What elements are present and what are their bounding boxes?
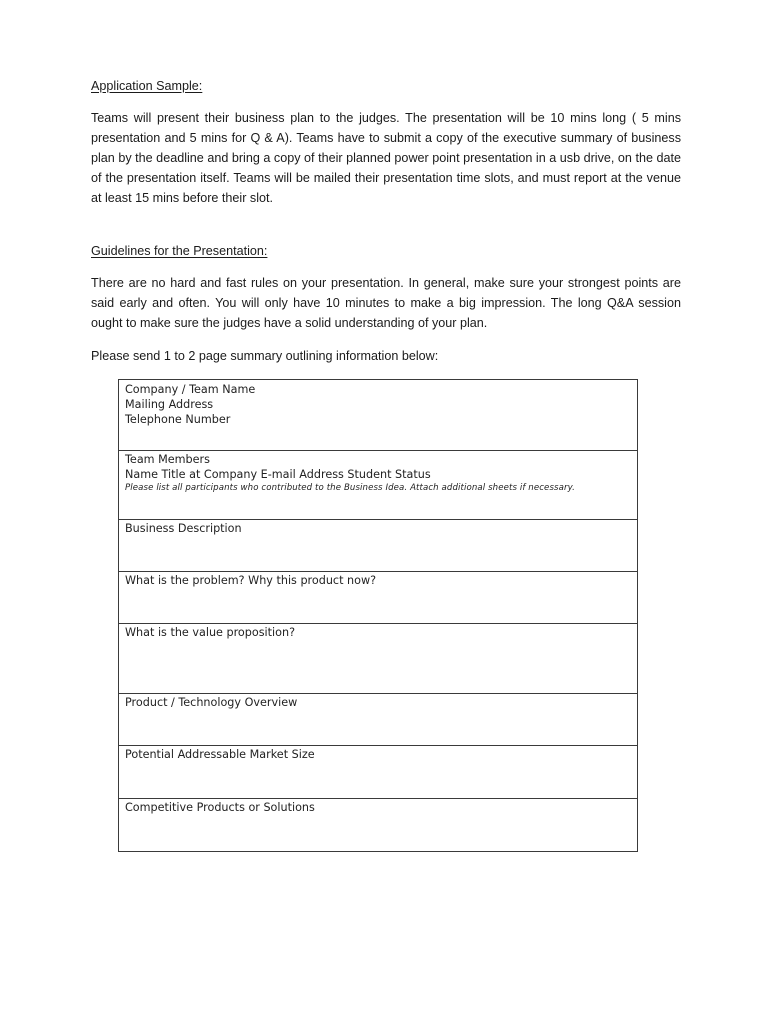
guidelines-paragraph: There are no hard and fast rules on your presentation. In general, make sure your strongest points are said early and often. You will only have 10 minutes to make a big impression. The long Q&A session ought to make sure the judges have a solid understanding of your plan. [91, 276, 681, 331]
application-sample-paragraph: Teams will present their business plan to the judges. The presentation will be 10 mins long ( 5 mins presentation and 5 mins for Q & A). Teams have to submit a copy of the executive summary of business plan by the deadline and bring a copy of their planned power point presentation in a usb drive, on the date of the presentation itself. Teams will be mailed their presentation time slots, and must report at the venue at least 15 mins before their slot. [91, 111, 681, 206]
product-overview-row [119, 693, 637, 745]
team-members-note: Please list all participants who contributed to the Business Idea. Attach additional sheets if necessary. [125, 483, 575, 493]
value-proposition-row [119, 623, 637, 693]
market-size-row [119, 745, 637, 798]
application-sample-heading: Application Sample: [91, 79, 203, 93]
competitive-products-row [119, 798, 637, 851]
company-team-name-label: Company / Team Name [125, 383, 256, 396]
telephone-number-label: Telephone Number [125, 413, 231, 426]
instruction-text: Please send 1 to 2 page summary outlining information below: [91, 349, 439, 363]
product-overview-label: Product / Technology Overview [125, 696, 298, 709]
mailing-address-label: Mailing Address [125, 398, 214, 411]
team-member-columns-label: Name Title at Company E-mail Address Student Status [125, 468, 431, 481]
business-description-row [119, 519, 637, 571]
summary-form-table [118, 379, 638, 852]
competitive-products-label: Competitive Products or Solutions [125, 801, 315, 814]
market-size-label: Potential Addressable Market Size [125, 748, 315, 761]
guidelines-heading: Guidelines for the Presentation: [91, 244, 268, 258]
team-members-row [119, 450, 637, 519]
business-description-label: Business Description [125, 522, 242, 535]
contact-info-row [119, 380, 637, 450]
problem-label: What is the problem? Why this product now? [125, 574, 377, 587]
team-members-label: Team Members [125, 453, 210, 466]
problem-row [119, 571, 637, 623]
value-proposition-label: What is the value proposition? [125, 626, 296, 639]
